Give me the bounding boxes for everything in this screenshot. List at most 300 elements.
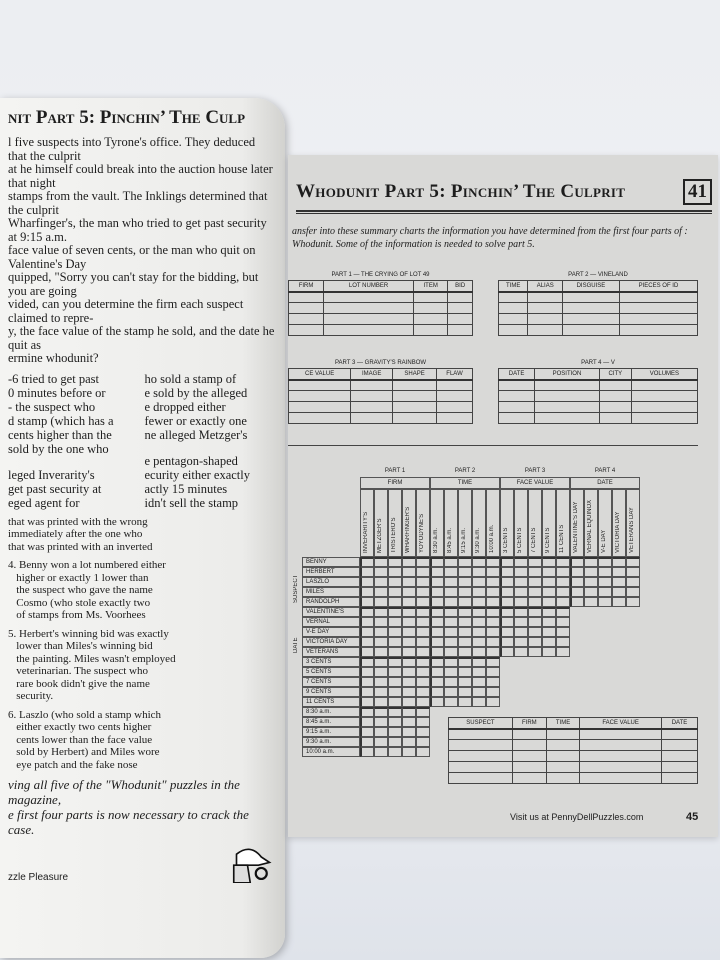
grid-cell[interactable]: [416, 667, 430, 677]
grid-cell[interactable]: [570, 597, 584, 607]
grid-cell[interactable]: [626, 587, 640, 597]
grid-cell[interactable]: [584, 567, 598, 577]
grid-cell[interactable]: [444, 577, 458, 587]
grid-cell[interactable]: [612, 597, 626, 607]
grid-cell[interactable]: [444, 657, 458, 667]
grid-cell[interactable]: [542, 587, 556, 597]
table-cell[interactable]: [289, 314, 324, 325]
table-cell[interactable]: [661, 762, 697, 773]
grid-cell[interactable]: [500, 567, 514, 577]
table-cell[interactable]: [599, 413, 631, 424]
grid-cell[interactable]: [416, 677, 430, 687]
grid-cell[interactable]: [402, 747, 416, 757]
grid-cell[interactable]: [472, 627, 486, 637]
grid-cell[interactable]: [360, 737, 374, 747]
grid-cell[interactable]: [416, 707, 430, 717]
grid-cell[interactable]: [542, 607, 556, 617]
grid-cell[interactable]: [416, 627, 430, 637]
grid-cell[interactable]: [416, 577, 430, 587]
grid-cell[interactable]: [374, 737, 388, 747]
grid-cell[interactable]: [374, 647, 388, 657]
grid-cell[interactable]: [458, 657, 472, 667]
grid-cell[interactable]: [542, 597, 556, 607]
grid-cell[interactable]: [472, 687, 486, 697]
table-cell[interactable]: [580, 751, 662, 762]
table-cell[interactable]: [289, 303, 324, 314]
grid-cell[interactable]: [402, 737, 416, 747]
grid-cell[interactable]: [598, 587, 612, 597]
table-cell[interactable]: [449, 729, 513, 740]
grid-cell[interactable]: [570, 587, 584, 597]
grid-cell[interactable]: [570, 557, 584, 567]
table-cell[interactable]: [499, 413, 535, 424]
grid-cell[interactable]: [486, 697, 500, 707]
table-cell[interactable]: [619, 325, 697, 336]
grid-cell[interactable]: [458, 667, 472, 677]
grid-cell[interactable]: [374, 747, 388, 757]
table-cell[interactable]: [535, 402, 600, 413]
table-cell[interactable]: [546, 740, 579, 751]
grid-cell[interactable]: [360, 677, 374, 687]
grid-cell[interactable]: [458, 557, 472, 567]
grid-cell[interactable]: [570, 567, 584, 577]
grid-cell[interactable]: [486, 557, 500, 567]
table-cell[interactable]: [512, 773, 546, 784]
grid-cell[interactable]: [430, 647, 444, 657]
grid-cell[interactable]: [402, 657, 416, 667]
grid-cell[interactable]: [458, 647, 472, 657]
grid-cell[interactable]: [374, 707, 388, 717]
table-cell[interactable]: [528, 325, 563, 336]
table-cell[interactable]: [414, 325, 448, 336]
table-cell[interactable]: [546, 729, 579, 740]
grid-cell[interactable]: [416, 597, 430, 607]
grid-cell[interactable]: [528, 587, 542, 597]
grid-cell[interactable]: [444, 557, 458, 567]
grid-cell[interactable]: [598, 567, 612, 577]
table-cell[interactable]: [528, 303, 563, 314]
grid-cell[interactable]: [374, 697, 388, 707]
table-cell[interactable]: [512, 729, 546, 740]
table-cell[interactable]: [324, 314, 414, 325]
grid-cell[interactable]: [374, 727, 388, 737]
grid-cell[interactable]: [388, 737, 402, 747]
grid-cell[interactable]: [388, 707, 402, 717]
grid-cell[interactable]: [374, 607, 388, 617]
grid-cell[interactable]: [584, 577, 598, 587]
table-cell[interactable]: [631, 380, 697, 391]
grid-cell[interactable]: [402, 607, 416, 617]
grid-cell[interactable]: [528, 577, 542, 587]
table-cell[interactable]: [351, 402, 393, 413]
grid-cell[interactable]: [500, 607, 514, 617]
grid-cell[interactable]: [430, 667, 444, 677]
grid-cell[interactable]: [416, 587, 430, 597]
grid-cell[interactable]: [388, 697, 402, 707]
grid-cell[interactable]: [416, 687, 430, 697]
grid-cell[interactable]: [388, 567, 402, 577]
grid-cell[interactable]: [430, 567, 444, 577]
grid-cell[interactable]: [360, 557, 374, 567]
grid-cell[interactable]: [360, 697, 374, 707]
grid-cell[interactable]: [360, 657, 374, 667]
table-cell[interactable]: [580, 740, 662, 751]
grid-cell[interactable]: [556, 577, 570, 587]
grid-cell[interactable]: [514, 597, 528, 607]
table-cell[interactable]: [324, 303, 414, 314]
table-cell[interactable]: [512, 762, 546, 773]
grid-cell[interactable]: [612, 577, 626, 587]
table-cell[interactable]: [414, 314, 448, 325]
table-cell[interactable]: [528, 314, 563, 325]
grid-cell[interactable]: [402, 697, 416, 707]
table-cell[interactable]: [448, 314, 473, 325]
grid-cell[interactable]: [542, 647, 556, 657]
grid-cell[interactable]: [388, 677, 402, 687]
grid-cell[interactable]: [388, 577, 402, 587]
grid-cell[interactable]: [402, 567, 416, 577]
grid-cell[interactable]: [472, 657, 486, 667]
grid-cell[interactable]: [486, 577, 500, 587]
table-cell[interactable]: [499, 303, 528, 314]
footer-link[interactable]: Visit us at PennyDellPuzzles.com: [510, 812, 644, 822]
grid-cell[interactable]: [514, 647, 528, 657]
grid-cell[interactable]: [528, 567, 542, 577]
table-cell[interactable]: [599, 391, 631, 402]
table-cell[interactable]: [437, 380, 473, 391]
grid-cell[interactable]: [612, 567, 626, 577]
grid-cell[interactable]: [584, 587, 598, 597]
grid-cell[interactable]: [458, 687, 472, 697]
grid-cell[interactable]: [458, 697, 472, 707]
grid-cell[interactable]: [458, 577, 472, 587]
grid-cell[interactable]: [472, 567, 486, 577]
table-cell[interactable]: [414, 303, 448, 314]
grid-cell[interactable]: [360, 617, 374, 627]
table-cell[interactable]: [351, 380, 393, 391]
table-cell[interactable]: [562, 314, 619, 325]
grid-cell[interactable]: [402, 557, 416, 567]
grid-cell[interactable]: [514, 637, 528, 647]
grid-cell[interactable]: [500, 587, 514, 597]
grid-cell[interactable]: [388, 587, 402, 597]
grid-cell[interactable]: [374, 627, 388, 637]
grid-cell[interactable]: [402, 647, 416, 657]
grid-cell[interactable]: [374, 687, 388, 697]
table-cell[interactable]: [535, 380, 600, 391]
grid-cell[interactable]: [556, 627, 570, 637]
table-cell[interactable]: [499, 292, 528, 303]
table-cell[interactable]: [289, 413, 351, 424]
grid-cell[interactable]: [472, 677, 486, 687]
table-cell[interactable]: [499, 402, 535, 413]
table-cell[interactable]: [448, 325, 473, 336]
table-cell[interactable]: [393, 402, 437, 413]
table-cell[interactable]: [324, 292, 414, 303]
grid-cell[interactable]: [486, 637, 500, 647]
table-cell[interactable]: [449, 773, 513, 784]
table-cell[interactable]: [619, 314, 697, 325]
grid-cell[interactable]: [402, 727, 416, 737]
grid-cell[interactable]: [444, 587, 458, 597]
grid-cell[interactable]: [486, 657, 500, 667]
grid-cell[interactable]: [500, 647, 514, 657]
table-cell[interactable]: [562, 292, 619, 303]
grid-cell[interactable]: [388, 557, 402, 567]
grid-cell[interactable]: [444, 667, 458, 677]
table-cell[interactable]: [449, 740, 513, 751]
grid-cell[interactable]: [430, 697, 444, 707]
table-cell[interactable]: [580, 773, 662, 784]
grid-cell[interactable]: [430, 617, 444, 627]
grid-cell[interactable]: [360, 567, 374, 577]
table-cell[interactable]: [631, 402, 697, 413]
grid-cell[interactable]: [472, 667, 486, 677]
table-cell[interactable]: [393, 413, 437, 424]
grid-cell[interactable]: [416, 637, 430, 647]
grid-cell[interactable]: [514, 617, 528, 627]
grid-cell[interactable]: [514, 577, 528, 587]
grid-cell[interactable]: [612, 587, 626, 597]
grid-cell[interactable]: [500, 597, 514, 607]
grid-cell[interactable]: [416, 607, 430, 617]
table-cell[interactable]: [437, 402, 473, 413]
grid-cell[interactable]: [388, 747, 402, 757]
grid-cell[interactable]: [556, 567, 570, 577]
grid-cell[interactable]: [388, 597, 402, 607]
grid-cell[interactable]: [458, 617, 472, 627]
grid-cell[interactable]: [416, 647, 430, 657]
grid-cell[interactable]: [556, 587, 570, 597]
grid-cell[interactable]: [486, 667, 500, 677]
grid-cell[interactable]: [486, 647, 500, 657]
table-cell[interactable]: [562, 303, 619, 314]
grid-cell[interactable]: [360, 587, 374, 597]
grid-cell[interactable]: [514, 627, 528, 637]
grid-cell[interactable]: [374, 617, 388, 627]
grid-cell[interactable]: [486, 687, 500, 697]
grid-cell[interactable]: [388, 637, 402, 647]
grid-cell[interactable]: [542, 577, 556, 587]
grid-cell[interactable]: [626, 597, 640, 607]
table-cell[interactable]: [661, 773, 697, 784]
grid-cell[interactable]: [486, 617, 500, 627]
grid-cell[interactable]: [402, 687, 416, 697]
grid-cell[interactable]: [472, 607, 486, 617]
grid-cell[interactable]: [388, 607, 402, 617]
grid-cell[interactable]: [374, 667, 388, 677]
grid-cell[interactable]: [430, 687, 444, 697]
table-cell[interactable]: [580, 762, 662, 773]
grid-cell[interactable]: [388, 687, 402, 697]
table-cell[interactable]: [393, 380, 437, 391]
grid-cell[interactable]: [402, 587, 416, 597]
grid-cell[interactable]: [472, 637, 486, 647]
grid-cell[interactable]: [416, 747, 430, 757]
grid-cell[interactable]: [458, 677, 472, 687]
table-cell[interactable]: [289, 402, 351, 413]
grid-cell[interactable]: [374, 557, 388, 567]
table-cell[interactable]: [631, 413, 697, 424]
grid-cell[interactable]: [556, 557, 570, 567]
grid-cell[interactable]: [472, 617, 486, 627]
grid-cell[interactable]: [416, 567, 430, 577]
grid-cell[interactable]: [528, 617, 542, 627]
grid-cell[interactable]: [402, 677, 416, 687]
table-cell[interactable]: [351, 413, 393, 424]
grid-cell[interactable]: [626, 577, 640, 587]
grid-cell[interactable]: [500, 557, 514, 567]
grid-cell[interactable]: [402, 627, 416, 637]
grid-cell[interactable]: [542, 617, 556, 627]
grid-cell[interactable]: [444, 597, 458, 607]
grid-cell[interactable]: [514, 607, 528, 617]
grid-cell[interactable]: [556, 647, 570, 657]
grid-cell[interactable]: [388, 617, 402, 627]
grid-cell[interactable]: [444, 677, 458, 687]
grid-cell[interactable]: [486, 567, 500, 577]
grid-cell[interactable]: [486, 627, 500, 637]
grid-cell[interactable]: [472, 557, 486, 567]
grid-cell[interactable]: [584, 597, 598, 607]
grid-cell[interactable]: [360, 687, 374, 697]
grid-cell[interactable]: [360, 707, 374, 717]
table-cell[interactable]: [324, 325, 414, 336]
grid-cell[interactable]: [416, 727, 430, 737]
grid-cell[interactable]: [598, 577, 612, 587]
grid-cell[interactable]: [626, 567, 640, 577]
table-cell[interactable]: [499, 380, 535, 391]
table-cell[interactable]: [499, 325, 528, 336]
grid-cell[interactable]: [472, 587, 486, 597]
grid-cell[interactable]: [416, 617, 430, 627]
table-cell[interactable]: [619, 303, 697, 314]
grid-cell[interactable]: [430, 607, 444, 617]
grid-cell[interactable]: [402, 717, 416, 727]
table-cell[interactable]: [289, 325, 324, 336]
grid-cell[interactable]: [514, 567, 528, 577]
grid-cell[interactable]: [556, 597, 570, 607]
grid-cell[interactable]: [402, 667, 416, 677]
grid-cell[interactable]: [430, 587, 444, 597]
table-cell[interactable]: [619, 292, 697, 303]
grid-cell[interactable]: [528, 647, 542, 657]
grid-cell[interactable]: [500, 617, 514, 627]
grid-cell[interactable]: [486, 597, 500, 607]
table-cell[interactable]: [535, 391, 600, 402]
table-cell[interactable]: [528, 292, 563, 303]
table-cell[interactable]: [546, 751, 579, 762]
grid-cell[interactable]: [472, 697, 486, 707]
grid-cell[interactable]: [444, 687, 458, 697]
grid-cell[interactable]: [444, 617, 458, 627]
grid-cell[interactable]: [458, 567, 472, 577]
grid-cell[interactable]: [360, 627, 374, 637]
grid-cell[interactable]: [444, 607, 458, 617]
table-cell[interactable]: [499, 391, 535, 402]
grid-cell[interactable]: [444, 637, 458, 647]
grid-cell[interactable]: [500, 577, 514, 587]
grid-cell[interactable]: [374, 577, 388, 587]
grid-cell[interactable]: [528, 597, 542, 607]
grid-cell[interactable]: [360, 637, 374, 647]
table-cell[interactable]: [289, 380, 351, 391]
grid-cell[interactable]: [486, 607, 500, 617]
table-cell[interactable]: [661, 740, 697, 751]
grid-cell[interactable]: [444, 627, 458, 637]
table-cell[interactable]: [499, 314, 528, 325]
table-cell[interactable]: [546, 773, 579, 784]
grid-cell[interactable]: [360, 607, 374, 617]
table-cell[interactable]: [289, 391, 351, 402]
grid-cell[interactable]: [528, 557, 542, 567]
grid-cell[interactable]: [528, 607, 542, 617]
grid-cell[interactable]: [528, 637, 542, 647]
table-cell[interactable]: [414, 292, 448, 303]
table-cell[interactable]: [393, 391, 437, 402]
grid-cell[interactable]: [430, 637, 444, 647]
grid-cell[interactable]: [612, 557, 626, 567]
grid-cell[interactable]: [402, 577, 416, 587]
grid-cell[interactable]: [458, 587, 472, 597]
grid-cell[interactable]: [430, 557, 444, 567]
grid-cell[interactable]: [444, 647, 458, 657]
grid-cell[interactable]: [430, 677, 444, 687]
table-cell[interactable]: [546, 762, 579, 773]
table-cell[interactable]: [448, 292, 473, 303]
grid-cell[interactable]: [374, 567, 388, 577]
grid-cell[interactable]: [472, 647, 486, 657]
grid-cell[interactable]: [374, 677, 388, 687]
grid-cell[interactable]: [430, 627, 444, 637]
grid-cell[interactable]: [542, 557, 556, 567]
table-cell[interactable]: [512, 740, 546, 751]
grid-cell[interactable]: [486, 587, 500, 597]
grid-cell[interactable]: [542, 567, 556, 577]
grid-cell[interactable]: [444, 697, 458, 707]
grid-cell[interactable]: [542, 637, 556, 647]
grid-cell[interactable]: [416, 717, 430, 727]
grid-cell[interactable]: [416, 697, 430, 707]
grid-cell[interactable]: [388, 717, 402, 727]
table-cell[interactable]: [351, 391, 393, 402]
grid-cell[interactable]: [388, 627, 402, 637]
grid-cell[interactable]: [402, 637, 416, 647]
grid-cell[interactable]: [556, 617, 570, 627]
table-cell[interactable]: [437, 391, 473, 402]
grid-cell[interactable]: [374, 597, 388, 607]
grid-cell[interactable]: [374, 637, 388, 647]
grid-cell[interactable]: [360, 727, 374, 737]
grid-cell[interactable]: [472, 577, 486, 587]
grid-cell[interactable]: [500, 627, 514, 637]
grid-cell[interactable]: [360, 577, 374, 587]
grid-cell[interactable]: [472, 597, 486, 607]
grid-cell[interactable]: [598, 597, 612, 607]
grid-cell[interactable]: [402, 597, 416, 607]
grid-cell[interactable]: [626, 557, 640, 567]
table-cell[interactable]: [562, 325, 619, 336]
table-cell[interactable]: [449, 762, 513, 773]
grid-cell[interactable]: [374, 717, 388, 727]
grid-cell[interactable]: [374, 657, 388, 667]
grid-cell[interactable]: [360, 647, 374, 657]
grid-cell[interactable]: [556, 637, 570, 647]
table-cell[interactable]: [661, 751, 697, 762]
grid-cell[interactable]: [388, 647, 402, 657]
grid-cell[interactable]: [458, 637, 472, 647]
grid-cell[interactable]: [416, 557, 430, 567]
